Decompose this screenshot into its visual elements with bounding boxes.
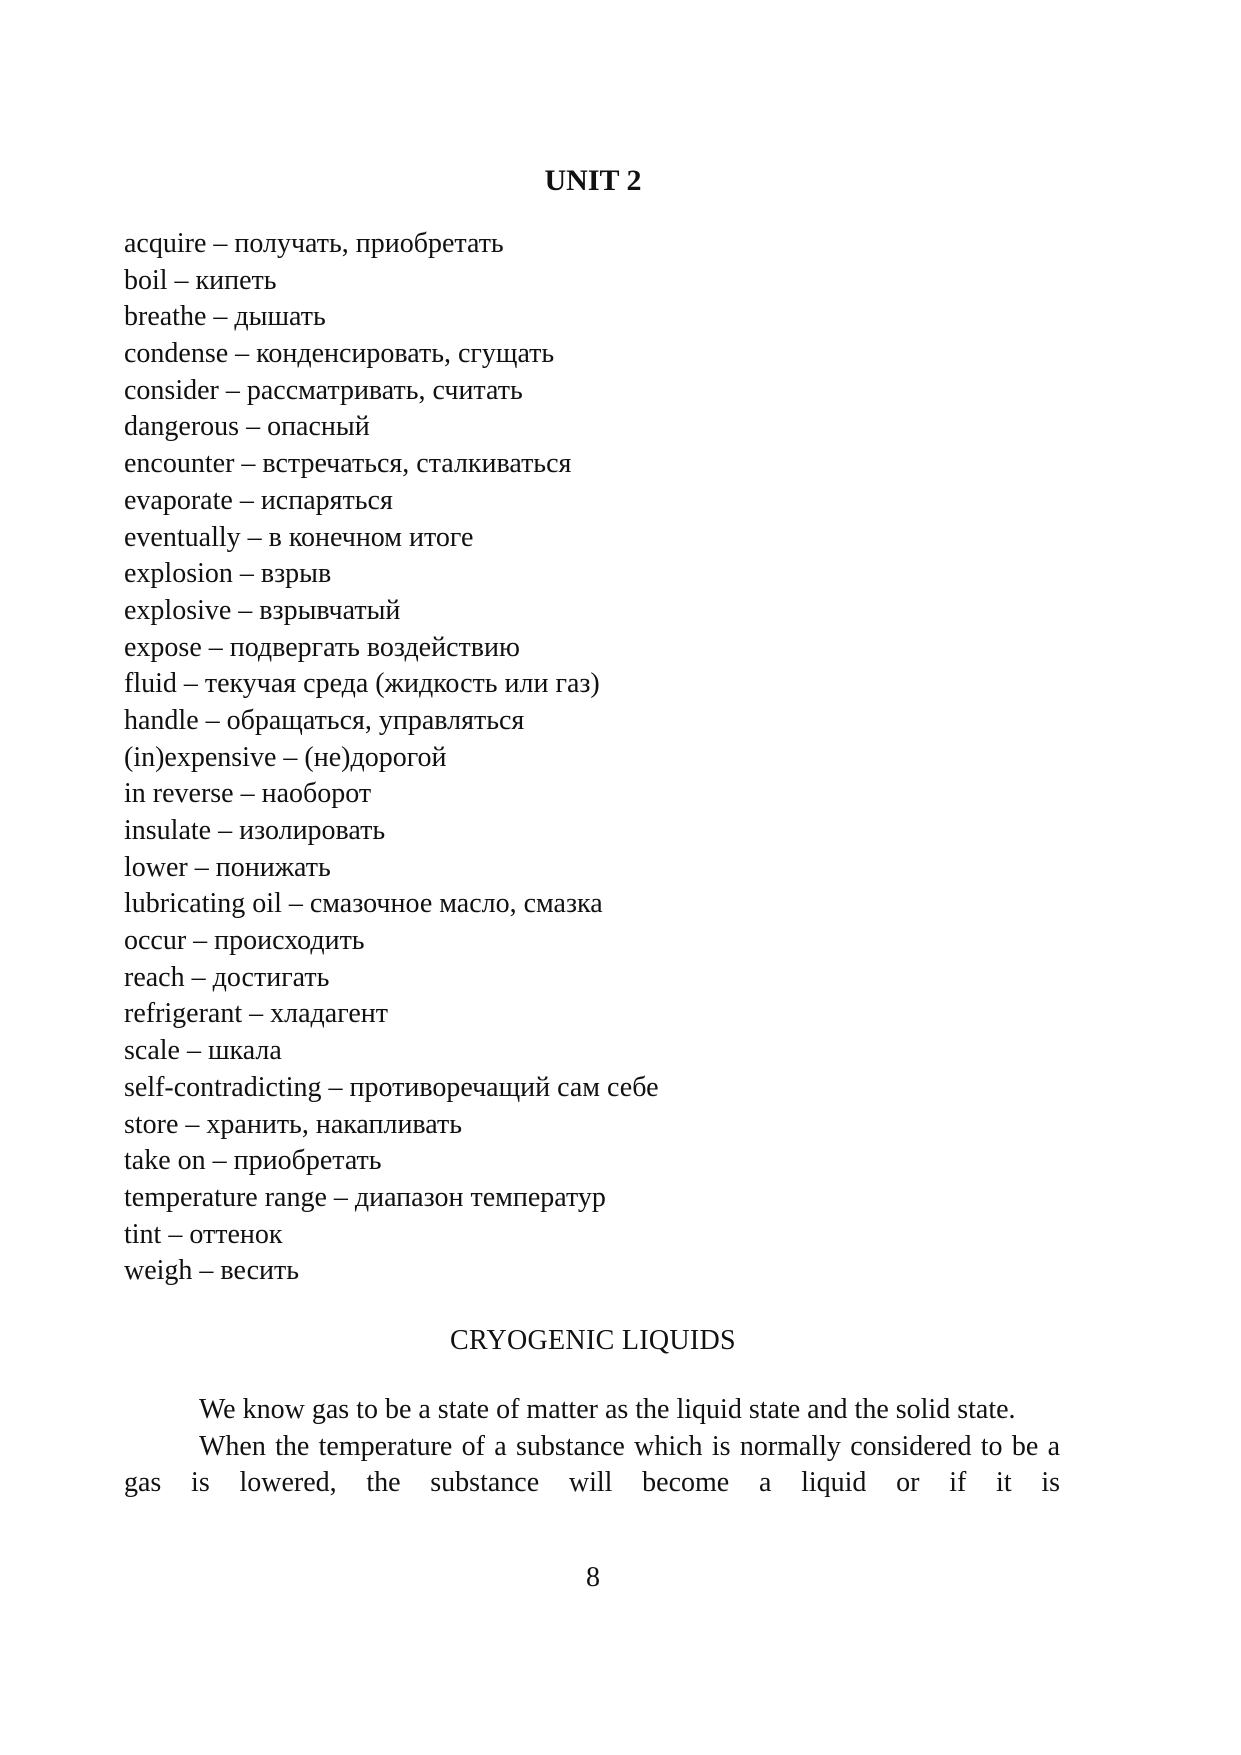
vocabulary-item: evaporate – испаряться <box>124 484 393 516</box>
vocabulary-item: insulate – изолировать <box>124 815 386 846</box>
vocabulary-item: fluid – текучая среда (жидкость или газ) <box>124 668 600 700</box>
vocabulary-item: store – хранить, накапливать <box>124 1108 462 1140</box>
vocabulary-item: eventually – в конечном итоге <box>124 521 474 553</box>
paragraph: We know gas to be a state of matter as the liquid state and the solid state. <box>199 1394 1016 1425</box>
vocabulary-item: expose – подвергать воздействию <box>124 631 520 663</box>
vocabulary-item: condense – конденсировать, сгущать <box>124 338 555 370</box>
vocabulary-item: self-contradicting – противоречащий сам себе <box>124 1071 659 1103</box>
vocabulary-list <box>124 226 659 1290</box>
vocabulary-item: occur – происходить <box>124 925 365 957</box>
page-number: 8 <box>586 1562 600 1593</box>
vocabulary-item: explosion – взрыв <box>124 558 332 590</box>
vocabulary-item: boil – кипеть <box>124 264 277 296</box>
paragraph: When the temperature of a substance which is normally considered to be a gas is lowered, the substance will become a liquid or if it is <box>124 1430 1060 1499</box>
vocabulary-item: refrigerant – хладагент <box>124 998 388 1030</box>
vocabulary-item: handle – обращаться, управляться <box>124 704 525 736</box>
vocabulary-item: (in)expensive – (не)дорогой <box>124 741 447 773</box>
vocabulary-item: dangerous – опасный <box>124 411 370 443</box>
section-body <box>124 1392 1060 1502</box>
vocabulary-item: reach – достигать <box>124 961 330 993</box>
vocabulary-item: lubricating oil – смазочное масло, смазка <box>124 888 603 920</box>
vocabulary-item: lower – понижать <box>124 851 331 883</box>
vocabulary-item: encounter – встречаться, сталкиваться <box>124 448 572 480</box>
vocabulary-item: explosive – взрывчатый <box>124 594 401 626</box>
vocabulary-item: breathe – дышать <box>124 301 326 333</box>
vocabulary-item: consider – рассматривать, считать <box>124 374 523 406</box>
vocabulary-item: in reverse – наоборот <box>124 778 372 810</box>
vocabulary-item: temperature range – диапазон температур <box>124 1181 606 1213</box>
vocabulary-item: tint – оттенок <box>124 1218 283 1250</box>
vocabulary-item: scale – шкала <box>124 1035 282 1067</box>
vocabulary-item: weigh – весить <box>124 1255 300 1287</box>
unit-title: UNIT 2 <box>544 164 642 197</box>
vocabulary-item: take on – приобретать <box>124 1145 382 1177</box>
section-title: CRYOGENIC LIQUIDS <box>450 1325 736 1356</box>
vocabulary-item: acquire – получать, приобретать <box>124 228 504 259</box>
